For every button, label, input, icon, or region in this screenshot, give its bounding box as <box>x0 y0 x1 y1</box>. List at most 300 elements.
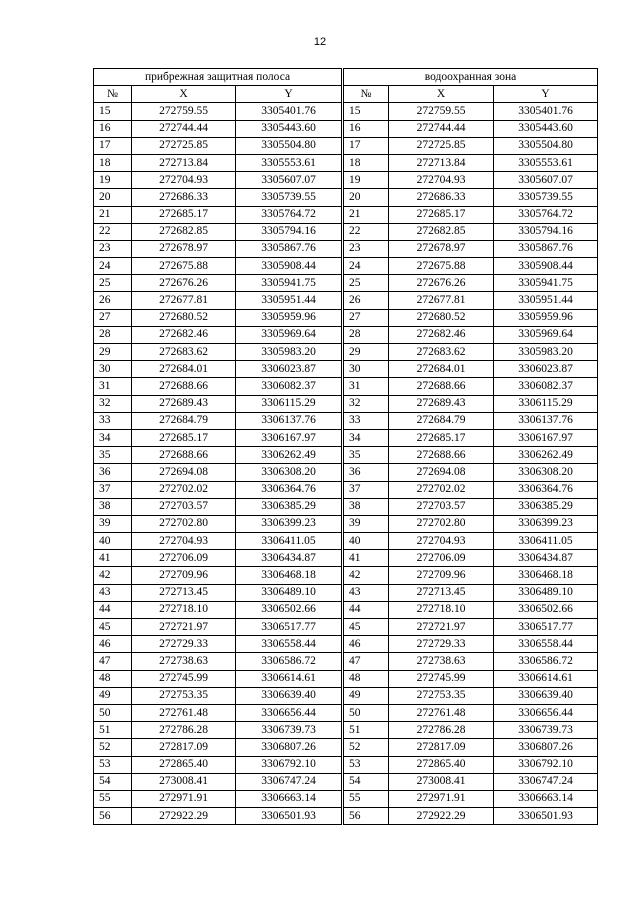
cell-number: 19 <box>344 172 389 189</box>
cell-x: 272682.46 <box>132 326 236 343</box>
table-row <box>344 722 598 739</box>
cell-y: 3306739.73 <box>236 722 342 739</box>
table-row <box>344 120 598 137</box>
cell-y: 3306468.18 <box>236 567 342 584</box>
cell-y: 3305969.64 <box>236 326 342 343</box>
cell-x: 272685.17 <box>389 206 494 223</box>
cell-number: 32 <box>344 395 389 412</box>
table-row <box>344 756 598 773</box>
cell-y: 3305969.64 <box>494 326 598 343</box>
table-row <box>94 704 342 721</box>
cell-number: 44 <box>344 601 389 618</box>
column-header-x: X <box>132 86 236 103</box>
cell-y: 3306137.76 <box>236 412 342 429</box>
cell-y: 3305983.20 <box>236 344 342 361</box>
cell-x: 272713.45 <box>389 584 494 601</box>
cell-x: 272704.93 <box>389 172 494 189</box>
cell-number: 45 <box>94 619 132 636</box>
cell-y: 3306656.44 <box>494 704 598 721</box>
table-header-row <box>94 86 342 103</box>
cell-y: 3305607.07 <box>236 172 342 189</box>
cell-x: 272718.10 <box>389 601 494 618</box>
table-row <box>344 704 598 721</box>
cell-y: 3305867.76 <box>494 240 598 257</box>
cell-y: 3306167.97 <box>236 429 342 446</box>
cell-number: 26 <box>94 292 132 309</box>
cell-y: 3306639.40 <box>494 687 598 704</box>
cell-number: 44 <box>94 601 132 618</box>
cell-number: 43 <box>344 584 389 601</box>
cell-x: 272685.17 <box>389 429 494 446</box>
table-row <box>94 120 342 137</box>
table-row <box>94 808 342 825</box>
cell-y: 3305401.76 <box>494 103 598 120</box>
table-row <box>94 601 342 618</box>
table-row <box>344 361 598 378</box>
cell-number: 21 <box>94 206 132 223</box>
table-row <box>94 395 342 412</box>
cell-number: 40 <box>94 533 132 550</box>
table-row <box>94 790 342 807</box>
cell-number: 23 <box>94 240 132 257</box>
cell-y: 3306489.10 <box>236 584 342 601</box>
cell-number: 25 <box>94 275 132 292</box>
cell-number: 20 <box>344 189 389 206</box>
cell-x: 272688.66 <box>132 378 236 395</box>
cell-x: 272971.91 <box>132 790 236 807</box>
table-row <box>344 292 598 309</box>
cell-y: 3305553.61 <box>494 154 598 171</box>
cell-x: 272729.33 <box>389 636 494 653</box>
table-row <box>344 309 598 326</box>
cell-y: 3306517.77 <box>236 619 342 636</box>
table-row <box>344 636 598 653</box>
cell-x: 272753.35 <box>389 687 494 704</box>
cell-y: 3305983.20 <box>494 344 598 361</box>
cell-x: 272686.33 <box>389 189 494 206</box>
cell-x: 272677.81 <box>389 292 494 309</box>
cell-y: 3305908.44 <box>236 258 342 275</box>
cell-number: 15 <box>94 103 132 120</box>
cell-x: 272817.09 <box>389 739 494 756</box>
cell-y: 3305401.76 <box>236 103 342 120</box>
cell-y: 3306411.05 <box>236 533 342 550</box>
cell-y: 3306411.05 <box>494 533 598 550</box>
table-row <box>344 739 598 756</box>
cell-y: 3305553.61 <box>236 154 342 171</box>
cell-x: 272713.84 <box>389 154 494 171</box>
cell-y: 3305764.72 <box>494 206 598 223</box>
cell-x: 272675.88 <box>132 258 236 275</box>
table-row <box>344 412 598 429</box>
cell-number: 48 <box>344 670 389 687</box>
cell-x: 272685.17 <box>132 429 236 446</box>
cell-x: 272718.10 <box>132 601 236 618</box>
cell-number: 45 <box>344 619 389 636</box>
cell-x: 272688.66 <box>132 447 236 464</box>
table-row <box>94 533 342 550</box>
cell-number: 38 <box>344 498 389 515</box>
cell-number: 30 <box>94 361 132 378</box>
page-number: 12 <box>313 36 327 48</box>
table-row <box>94 653 342 670</box>
cell-y: 3306501.93 <box>236 808 342 825</box>
cell-x: 272676.26 <box>389 275 494 292</box>
cell-number: 34 <box>344 429 389 446</box>
cell-y: 3306558.44 <box>494 636 598 653</box>
cell-x: 272786.28 <box>389 722 494 739</box>
cell-number: 15 <box>344 103 389 120</box>
cell-y: 3306023.87 <box>494 361 598 378</box>
cell-x: 272725.85 <box>389 137 494 154</box>
cell-x: 272786.28 <box>132 722 236 739</box>
cell-x: 272676.26 <box>132 275 236 292</box>
cell-number: 22 <box>94 223 132 240</box>
table-row <box>94 636 342 653</box>
cell-y: 3306262.49 <box>494 447 598 464</box>
cell-number: 51 <box>94 722 132 739</box>
cell-y: 3306656.44 <box>236 704 342 721</box>
cell-number: 53 <box>344 756 389 773</box>
table-row <box>344 567 598 584</box>
table-row <box>344 275 598 292</box>
cell-number: 49 <box>94 687 132 704</box>
cell-y: 3306023.87 <box>236 361 342 378</box>
cell-number: 31 <box>94 378 132 395</box>
cell-y: 3306115.29 <box>236 395 342 412</box>
cell-y: 3306558.44 <box>236 636 342 653</box>
table-row <box>94 189 342 206</box>
cell-x: 272759.55 <box>132 103 236 120</box>
table-row <box>94 344 342 361</box>
table-row <box>94 550 342 567</box>
table-row <box>344 601 598 618</box>
cell-number: 55 <box>344 790 389 807</box>
cell-y: 3306385.29 <box>236 498 342 515</box>
table-row <box>94 240 342 257</box>
cell-y: 3306115.29 <box>494 395 598 412</box>
water-protection-zone-table <box>343 68 598 825</box>
table-row <box>94 309 342 326</box>
table-row <box>344 619 598 636</box>
table-row <box>344 258 598 275</box>
cell-x: 272702.02 <box>132 481 236 498</box>
cell-y: 3306399.23 <box>494 515 598 532</box>
cell-number: 23 <box>344 240 389 257</box>
cell-y: 3306082.37 <box>236 378 342 395</box>
table-row <box>344 498 598 515</box>
table-row <box>94 154 342 171</box>
cell-number: 16 <box>344 120 389 137</box>
table-row <box>344 653 598 670</box>
table-row <box>344 189 598 206</box>
cell-number: 54 <box>94 773 132 790</box>
cell-x: 272761.48 <box>389 704 494 721</box>
table-row <box>94 378 342 395</box>
cell-x: 272682.46 <box>389 326 494 343</box>
table-row <box>344 533 598 550</box>
column-header-number: № <box>344 86 389 103</box>
table-row <box>94 275 342 292</box>
cell-number: 27 <box>94 309 132 326</box>
coastal-protection-strip-table <box>93 68 342 825</box>
cell-number: 48 <box>94 670 132 687</box>
cell-x: 272702.80 <box>132 515 236 532</box>
cell-number: 31 <box>344 378 389 395</box>
cell-y: 3305739.55 <box>236 189 342 206</box>
cell-number: 29 <box>344 344 389 361</box>
table-row <box>344 223 598 240</box>
cell-number: 38 <box>94 498 132 515</box>
cell-number: 39 <box>94 515 132 532</box>
cell-x: 272817.09 <box>132 739 236 756</box>
cell-x: 272971.91 <box>389 790 494 807</box>
cell-x: 272721.97 <box>132 619 236 636</box>
cell-x: 272745.99 <box>389 670 494 687</box>
cell-y: 3306082.37 <box>494 378 598 395</box>
cell-number: 19 <box>94 172 132 189</box>
cell-x: 272745.99 <box>132 670 236 687</box>
cell-y: 3305959.96 <box>494 309 598 326</box>
cell-y: 3306747.24 <box>236 773 342 790</box>
table-row <box>94 670 342 687</box>
cell-number: 46 <box>94 636 132 653</box>
cell-x: 272702.80 <box>389 515 494 532</box>
cell-x: 272683.62 <box>132 344 236 361</box>
cell-y: 3305739.55 <box>494 189 598 206</box>
table-row <box>94 429 342 446</box>
column-header-y: Y <box>236 86 342 103</box>
cell-x: 272684.79 <box>132 412 236 429</box>
cell-number: 55 <box>94 790 132 807</box>
cell-x: 272865.40 <box>389 756 494 773</box>
cell-y: 3306501.93 <box>494 808 598 825</box>
cell-number: 29 <box>94 344 132 361</box>
cell-x: 272680.52 <box>389 309 494 326</box>
table-row <box>94 756 342 773</box>
cell-x: 272704.93 <box>389 533 494 550</box>
table-row <box>344 790 598 807</box>
cell-number: 36 <box>344 464 389 481</box>
cell-y: 3306167.97 <box>494 429 598 446</box>
cell-y: 3305951.44 <box>494 292 598 309</box>
cell-y: 3305504.80 <box>236 137 342 154</box>
cell-y: 3306308.20 <box>236 464 342 481</box>
cell-number: 51 <box>344 722 389 739</box>
table-row <box>344 137 598 154</box>
table-row <box>94 447 342 464</box>
cell-number: 18 <box>344 154 389 171</box>
column-header-x: X <box>389 86 494 103</box>
cell-y: 3306434.87 <box>236 550 342 567</box>
cell-y: 3306807.26 <box>236 739 342 756</box>
cell-number: 16 <box>94 120 132 137</box>
cell-y: 3306502.66 <box>494 601 598 618</box>
cell-number: 47 <box>94 653 132 670</box>
table-row <box>94 326 342 343</box>
cell-y: 3306489.10 <box>494 584 598 601</box>
cell-number: 50 <box>94 704 132 721</box>
cell-x: 272682.85 <box>132 223 236 240</box>
cell-y: 3306399.23 <box>236 515 342 532</box>
cell-number: 53 <box>94 756 132 773</box>
table-caption: водоохранная зона <box>344 69 598 86</box>
cell-number: 33 <box>94 412 132 429</box>
cell-x: 272703.57 <box>132 498 236 515</box>
cell-y: 3306262.49 <box>236 447 342 464</box>
cell-x: 272729.33 <box>132 636 236 653</box>
cell-x: 272684.01 <box>132 361 236 378</box>
cell-x: 272709.96 <box>389 567 494 584</box>
table-caption-row <box>94 69 342 86</box>
cell-y: 3306308.20 <box>494 464 598 481</box>
cell-number: 41 <box>344 550 389 567</box>
cell-number: 25 <box>344 275 389 292</box>
cell-x: 272738.63 <box>132 653 236 670</box>
cell-y: 3305959.96 <box>236 309 342 326</box>
cell-number: 49 <box>344 687 389 704</box>
cell-y: 3306614.61 <box>236 670 342 687</box>
table-row <box>94 739 342 756</box>
table-row <box>94 258 342 275</box>
table-row <box>344 240 598 257</box>
cell-x: 272689.43 <box>132 395 236 412</box>
table-row <box>344 773 598 790</box>
column-header-y: Y <box>494 86 598 103</box>
cell-x: 272685.17 <box>132 206 236 223</box>
cell-number: 37 <box>344 481 389 498</box>
table-row <box>94 103 342 120</box>
cell-y: 3306517.77 <box>494 619 598 636</box>
cell-y: 3305794.16 <box>494 223 598 240</box>
cell-x: 272922.29 <box>389 808 494 825</box>
table-row <box>94 206 342 223</box>
cell-number: 41 <box>94 550 132 567</box>
table-row <box>344 344 598 361</box>
table-caption-row <box>344 69 598 86</box>
cell-x: 272706.09 <box>132 550 236 567</box>
cell-y: 3306385.29 <box>494 498 598 515</box>
cell-x: 272688.66 <box>389 378 494 395</box>
cell-number: 35 <box>344 447 389 464</box>
cell-x: 272684.79 <box>389 412 494 429</box>
cell-number: 47 <box>344 653 389 670</box>
table-row <box>94 619 342 636</box>
table-row <box>94 773 342 790</box>
cell-x: 272761.48 <box>132 704 236 721</box>
cell-x: 272721.97 <box>389 619 494 636</box>
table-row <box>344 464 598 481</box>
table-row <box>94 412 342 429</box>
cell-x: 272922.29 <box>132 808 236 825</box>
cell-y: 3306663.14 <box>236 790 342 807</box>
cell-y: 3306137.76 <box>494 412 598 429</box>
cell-number: 18 <box>94 154 132 171</box>
cell-number: 37 <box>94 481 132 498</box>
cell-x: 272744.44 <box>389 120 494 137</box>
table-row <box>344 103 598 120</box>
cell-number: 43 <box>94 584 132 601</box>
table-row <box>344 378 598 395</box>
cell-number: 33 <box>344 412 389 429</box>
cell-y: 3306586.72 <box>494 653 598 670</box>
cell-x: 272680.52 <box>132 309 236 326</box>
cell-y: 3305443.60 <box>236 120 342 137</box>
cell-y: 3306747.24 <box>494 773 598 790</box>
cell-x: 273008.41 <box>389 773 494 790</box>
table-row <box>344 172 598 189</box>
table-row <box>344 395 598 412</box>
cell-number: 56 <box>344 808 389 825</box>
cell-y: 3306434.87 <box>494 550 598 567</box>
cell-y: 3305941.75 <box>494 275 598 292</box>
cell-number: 24 <box>344 258 389 275</box>
cell-x: 272753.35 <box>132 687 236 704</box>
cell-x: 272702.02 <box>389 481 494 498</box>
cell-number: 46 <box>344 636 389 653</box>
table-row <box>94 584 342 601</box>
cell-y: 3305794.16 <box>236 223 342 240</box>
cell-y: 3306468.18 <box>494 567 598 584</box>
cell-y: 3305443.60 <box>494 120 598 137</box>
cell-x: 272703.57 <box>389 498 494 515</box>
cell-x: 272689.43 <box>389 395 494 412</box>
cell-x: 272744.44 <box>132 120 236 137</box>
cell-x: 272725.85 <box>132 137 236 154</box>
table-row <box>344 447 598 464</box>
cell-number: 27 <box>344 309 389 326</box>
cell-number: 42 <box>94 567 132 584</box>
cell-y: 3306807.26 <box>494 739 598 756</box>
cell-y: 3305867.76 <box>236 240 342 257</box>
cell-number: 17 <box>94 137 132 154</box>
cell-number: 56 <box>94 808 132 825</box>
table-row <box>344 206 598 223</box>
cell-x: 272686.33 <box>132 189 236 206</box>
cell-x: 272709.96 <box>132 567 236 584</box>
cell-number: 20 <box>94 189 132 206</box>
cell-number: 52 <box>94 739 132 756</box>
cell-x: 272678.97 <box>132 240 236 257</box>
cell-x: 272706.09 <box>389 550 494 567</box>
cell-y: 3306614.61 <box>494 670 598 687</box>
cell-y: 3306639.40 <box>236 687 342 704</box>
cell-y: 3306792.10 <box>236 756 342 773</box>
cell-number: 17 <box>344 137 389 154</box>
table-row <box>344 154 598 171</box>
cell-number: 32 <box>94 395 132 412</box>
cell-number: 28 <box>94 326 132 343</box>
cell-x: 272738.63 <box>389 653 494 670</box>
cell-y: 3305908.44 <box>494 258 598 275</box>
cell-y: 3305951.44 <box>236 292 342 309</box>
table-row <box>94 361 342 378</box>
cell-number: 26 <box>344 292 389 309</box>
cell-y: 3306364.76 <box>494 481 598 498</box>
table-row <box>94 172 342 189</box>
table-row <box>94 687 342 704</box>
table-row <box>344 429 598 446</box>
cell-y: 3306586.72 <box>236 653 342 670</box>
cell-y: 3306502.66 <box>236 601 342 618</box>
cell-x: 272675.88 <box>389 258 494 275</box>
cell-y: 3305504.80 <box>494 137 598 154</box>
table-row <box>94 464 342 481</box>
cell-number: 30 <box>344 361 389 378</box>
table-row <box>94 223 342 240</box>
cell-number: 52 <box>344 739 389 756</box>
cell-number: 40 <box>344 533 389 550</box>
